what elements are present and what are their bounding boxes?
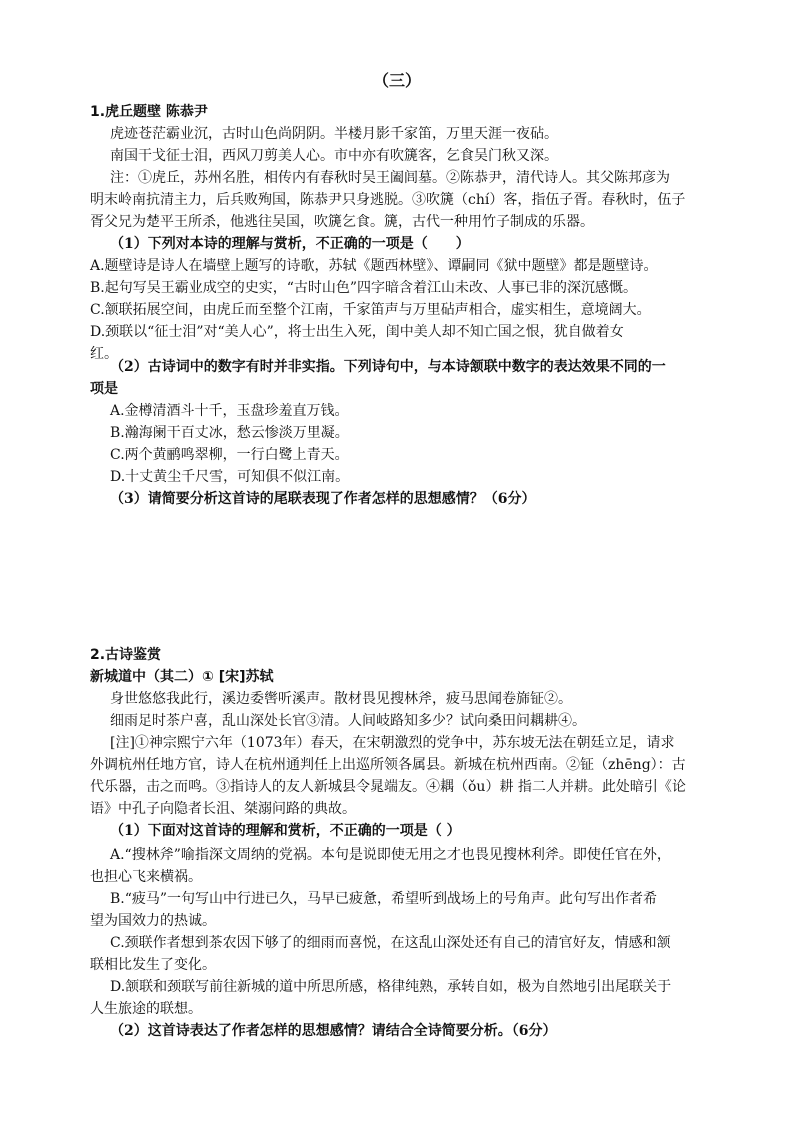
q1-sub2-option-c: C.两个黄鹂鸣翠柳，一行白鹭上青天。 bbox=[110, 447, 349, 463]
q1-note-line: 胥父兄为楚平王所杀，他逃往吴国，吹篪乞食。篪，古代一种用竹子制成的乐器。 bbox=[90, 214, 594, 230]
q2-note-line: [注]①神宗熙宁六年（1073年）春天，在宋朝激烈的党争中，苏东坡无法在朝廷立足，请求 bbox=[110, 735, 675, 751]
q2-option-b: B.“疲马”一句写山中行进已久，马早已疲惫，希望听到战场上的号角声。此句写出作者希 bbox=[110, 891, 658, 907]
q1-sub1-option-c: C.颔联拓展空间，由虎丘而至整个江南，千家笛声与万里砧声相合，虚实相生，意境阔大。 bbox=[90, 302, 651, 318]
q2-option-d: D.颔联和颈联写前往新城的道中所思所感，格律纯熟，承转自如，极为自然地引出尾联关于 bbox=[110, 979, 672, 995]
q2-poem-title: 新城道中（其二）① [宋]苏轼 bbox=[90, 669, 274, 685]
q1-poem-line: 虎迹苍茫霸业沉，古时山色尚阴阴。半楼月影千家笛，万里天涯一夜砧。 bbox=[110, 126, 558, 142]
q2-sub2-prompt: （2）这首诗表达了作者怎样的思想感情？请结合全诗简要分析。（6分） bbox=[110, 1023, 557, 1039]
q1-sub1-option-a: A.题壁诗是诗人在墙壁上题写的诗歌，苏轼《题西林壁》、谭嗣同《狱中题壁》都是题壁诗。 bbox=[90, 258, 658, 274]
q1-sub3-prompt: （3）请简要分析这首诗的尾联表现了作者怎样的思想感情？（6分） bbox=[110, 491, 536, 507]
q2-sub1-prompt: （1）下面对这首诗的理解和赏析，不正确的一项是（ ） bbox=[110, 823, 461, 839]
q2-poem-line: 细雨足时茶户喜，乱山深处长官③清。人间岐路知多少？试向桑田问耦耕④。 bbox=[110, 713, 586, 729]
part-title: （三） bbox=[372, 71, 421, 90]
q2-option-a-cont: 也担心飞来横祸。 bbox=[90, 869, 202, 885]
q2-option-c-cont: 联相比发生了变化。 bbox=[90, 957, 216, 973]
q2-poem-line: 身世悠悠我此行，溪边委辔听溪声。散材畏见搜林斧，疲马思闻卷旆钲②。 bbox=[110, 691, 572, 707]
q2-note-line: 外调杭州任地方官，诗人在杭州通判任上出巡所领各属县。新城在杭州西南。②钲（zhēng）：古 bbox=[90, 757, 686, 773]
q1-sub2-option-a: A.金樽清酒斗十千，玉盘珍羞直万钱。 bbox=[110, 403, 349, 419]
q2-heading: 2.古诗鉴赏 bbox=[90, 647, 162, 663]
q1-sub1-option-d-cont: 红。 bbox=[90, 346, 118, 362]
q2-note-line: 代乐器，击之而鸣。③指诗人的友人新城县令晁端友。④耦（ǒu）耕 指二人并耕。此处暗引《论 bbox=[90, 779, 686, 795]
q2-option-c: C.颈联作者想到茶农因下够了的细雨而喜悦，在这乱山深处还有自己的清官好友，情感和颔 bbox=[110, 935, 671, 951]
q1-note-line: 明末岭南抗清主力，后兵败殉国，陈恭尹只身逃脱。③吹篪（chí）客，指伍子胥。春秋时，伍子 bbox=[90, 192, 686, 208]
q1-sub2-option-b: B.瀚海阑干百丈冰，愁云惨淡万里凝。 bbox=[110, 425, 349, 441]
q2-note-line: 语》中孔子向隐者长沮、桀溺问路的典故。 bbox=[90, 801, 356, 817]
q1-sub2-prompt-cont: 项是 bbox=[90, 381, 118, 397]
q1-heading: 1.虎丘题壁 陈恭尹 bbox=[90, 104, 208, 120]
q1-sub1-prompt: （1）下列对本诗的理解与赏析，不正确的一项是（ ） bbox=[110, 236, 470, 252]
q1-sub1-option-d: D.颈联以“征士泪”对“美人心”，将士出生入死，闺中美人却不知亡国之恨，犹自做着女 bbox=[90, 324, 624, 340]
q2-option-d-cont: 人生旅途的联想。 bbox=[90, 1001, 202, 1017]
q1-sub2-prompt: （2）古诗词中的数字有时并非实指。下列诗句中，与本诗颔联中数字的表达效果不同的一 bbox=[110, 359, 666, 375]
q1-sub2-option-d: D.十丈黄尘千尺雪，可知俱不似江南。 bbox=[110, 469, 350, 485]
q1-poem-line: 南国干戈征士泪，西风刀剪美人心。市中亦有吹篪客，乞食吴门秋又深。 bbox=[110, 148, 558, 164]
q1-sub1-option-b: B.起句写吴王霸业成空的史实，“古时山色”四字暗含着江山未改、人事已非的深沉感慨。 bbox=[90, 280, 638, 296]
q2-option-b-cont: 望为国效力的热诚。 bbox=[90, 913, 216, 929]
q1-note-line: 注：①虎丘，苏州名胜，相传内有春秋时吴王阖闾墓。②陈恭尹，清代诗人。其父陈邦彦为 bbox=[110, 170, 670, 186]
q2-option-a: A.“搜林斧”喻指深文周纳的党祸。本句是说即使无用之才也畏见搜林利斧。即使任官在外， bbox=[110, 847, 671, 863]
